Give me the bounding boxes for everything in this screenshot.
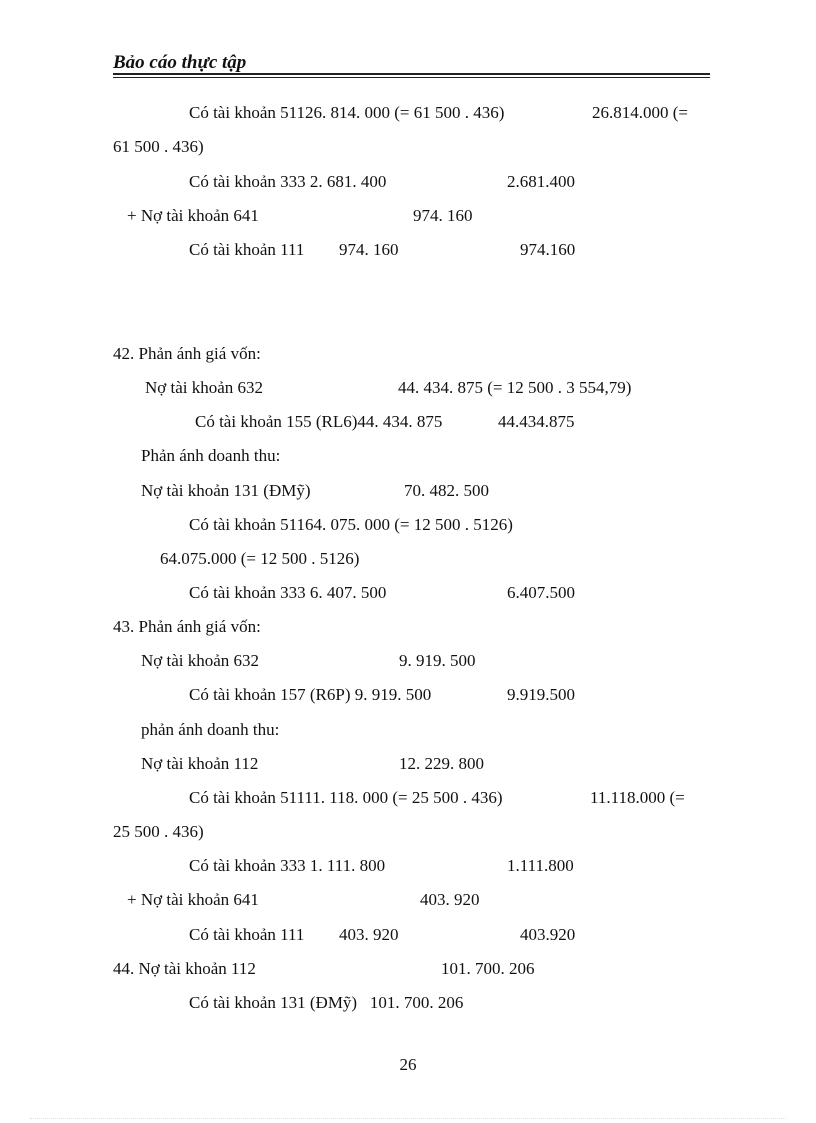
section-heading-44: 44. Nợ tài khoản 112 — [113, 959, 256, 978]
entry-credit-51111: Có tài khoản 51111. 118. 000 (= 25 500 . 436) — [189, 788, 503, 807]
entry-continuation: 25 500 . 436) — [113, 822, 204, 841]
entry-continuation: 64.075.000 (= 12 500 . 5126) — [160, 549, 360, 568]
entry-credit-51164: Có tài khoản 51164. 075. 000 (= 12 500 . 5126) — [189, 515, 513, 534]
entry-amount: 974. 160 — [413, 206, 473, 225]
section-heading-43: 43. Phản ánh giá vốn: — [113, 617, 261, 636]
entry-amount: 26.814.000 (= — [592, 103, 688, 122]
entry-amount: 9.919.500 — [507, 685, 575, 704]
section-heading-42: 42. Phản ánh giá vốn: — [113, 344, 261, 363]
entry-debit-632: Nợ tài khoản 632 — [141, 651, 260, 670]
entry-credit-111: Có tài khoản 111 — [189, 925, 305, 944]
entry-amount: 6.407.500 — [507, 583, 575, 602]
entry-credit-333: Có tài khoản 333 6. 407. 500 — [189, 583, 387, 602]
entry-amount: 403.920 — [520, 925, 576, 944]
entry-amount: 70. 482. 500 — [404, 481, 489, 500]
subheading-revenue: phản ánh doanh thu: — [141, 720, 280, 739]
header-rule-thick — [113, 73, 710, 75]
header-title: Bảo cáo thực tập — [113, 52, 247, 73]
entry-debit-131: Nợ tài khoản 131 (ĐMỹ) — [141, 481, 311, 500]
entry-amount: 44. 434. 875 (= 12 500 . 3 554,79) — [398, 378, 632, 397]
entry-debit-641: + Nợ tài khoản 641 — [127, 206, 259, 225]
entry-amount: 44.434.875 — [498, 412, 575, 431]
entry-debit-632: Nợ tài khoản 632 — [145, 378, 264, 397]
entry-credit-131: Có tài khoản 131 (ĐMỹ) 101. 700. 206 — [189, 993, 464, 1012]
entry-debit-641: + Nợ tài khoản 641 — [127, 890, 259, 909]
entry-amount: 403. 920 — [339, 925, 399, 944]
entry-amount: 403. 920 — [420, 890, 480, 909]
entry-credit-111: Có tài khoản 111 — [189, 240, 305, 259]
entry-credit-333: Có tài khoản 333 2. 681. 400 — [189, 172, 387, 191]
entry-amount: 974. 160 — [339, 240, 399, 259]
entry-credit-51126: Có tài khoản 51126. 814. 000 (= 61 500 . 436) — [189, 103, 505, 122]
header-rule-thin — [113, 77, 710, 78]
entry-credit-157: Có tài khoản 157 (R6P) 9. 919. 500 — [189, 685, 432, 704]
entry-debit-112: Nợ tài khoản 112 — [141, 754, 259, 773]
page-edge-divider — [30, 1118, 786, 1119]
entry-amount: 101. 700. 206 — [441, 959, 535, 978]
entry-continuation: 61 500 . 436) — [113, 137, 204, 156]
entry-credit-155: Có tài khoản 155 (RL6)44. 434. 875 — [195, 412, 443, 431]
entry-amount: 9. 919. 500 — [399, 651, 476, 670]
entry-amount: 11.118.000 (= — [590, 788, 685, 807]
subheading-revenue: Phản ánh doanh thu: — [141, 446, 281, 465]
entry-amount: 974.160 — [520, 240, 576, 259]
entry-amount: 12. 229. 800 — [399, 754, 484, 773]
entry-credit-333: Có tài khoản 333 1. 111. 800 — [189, 856, 386, 875]
entry-amount: 2.681.400 — [507, 172, 575, 191]
page-number: 26 — [399, 1055, 417, 1074]
entry-amount: 1.111.800 — [507, 856, 574, 875]
